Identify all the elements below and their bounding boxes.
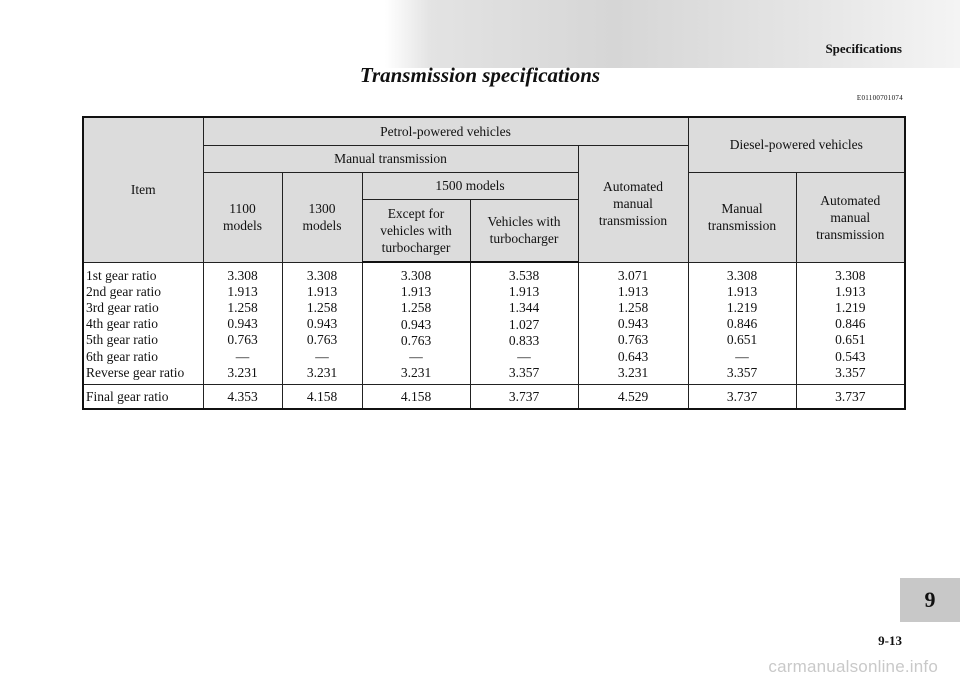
page-title: Transmission specifications <box>359 63 601 87</box>
models-1100-header: 1100 models <box>203 172 282 262</box>
diesel-header: Diesel-powered vehicles <box>688 117 905 172</box>
ratio-cell-diesel-manual: 3.308 1.913 1.219 0.846 0.651 — 3.357 <box>688 262 796 384</box>
except-turbo-header: Except for vehicles with turbocharger <box>362 199 470 262</box>
diesel-automated-header: Automated manual transmission <box>796 172 905 262</box>
ratio-cell-1300: 3.308 1.913 1.258 0.943 0.763 — 3.231 <box>282 262 362 384</box>
diesel-manual-header: Manual transmission <box>688 172 796 262</box>
final-ratio-cell: 3.737 <box>470 384 578 409</box>
ratio-cell-diesel-automated: 3.308 1.913 1.219 0.846 0.651 0.543 3.357 <box>796 262 905 384</box>
header-band <box>385 0 960 68</box>
ratio-cell-1500-turbo: 3.538 1.913 1.344 1.027 0.833 — 3.357 <box>470 262 578 384</box>
final-ratio-cell: 3.737 <box>796 384 905 409</box>
petrol-header: Petrol-powered vehicles <box>203 117 688 145</box>
models-1300-header: 1300 models <box>282 172 362 262</box>
models-1500-header: 1500 models <box>362 172 578 199</box>
final-ratio-cell: 3.737 <box>688 384 796 409</box>
manual-transmission-header: Manual transmission <box>203 145 578 172</box>
page-number: 9-13 <box>878 633 902 648</box>
with-turbo-header: Vehicles with turbocharger <box>470 199 578 262</box>
gear-items-cell: 1st gear ratio 2nd gear ratio 3rd gear ratio 4th gear ratio 5th gear ratio 6th gear ratio Reverse gear ratio <box>83 262 203 384</box>
ratio-cell-1500-non-turbo: 3.308 1.913 1.258 0.943 0.763 — 3.231 <box>362 262 470 384</box>
watermark: carmanualsonline.info <box>768 657 938 676</box>
final-gear-row <box>83 384 905 409</box>
section-label: Specifications <box>825 41 902 56</box>
final-ratio-cell: 4.158 <box>362 384 470 409</box>
ratio-cell-1100: 3.308 1.913 1.258 0.943 0.763 — 3.231 <box>203 262 282 384</box>
document-code: E01100701074 <box>856 94 903 102</box>
final-ratio-cell: 4.529 <box>578 384 688 409</box>
chapter-tab: 9 <box>900 578 960 622</box>
gear-ratio-row <box>83 262 905 384</box>
item-header: Item <box>83 117 203 262</box>
final-ratio-cell: 4.158 <box>282 384 362 409</box>
final-ratio-cell: 4.353 <box>203 384 282 409</box>
ratio-cell-petrol-automated: 3.071 1.913 1.258 0.943 0.763 0.643 3.231 <box>578 262 688 384</box>
final-gear-label: Final gear ratio <box>83 384 203 409</box>
transmission-spec-table <box>82 116 906 410</box>
petrol-automated-manual-header: Automated manual transmission <box>578 145 688 262</box>
